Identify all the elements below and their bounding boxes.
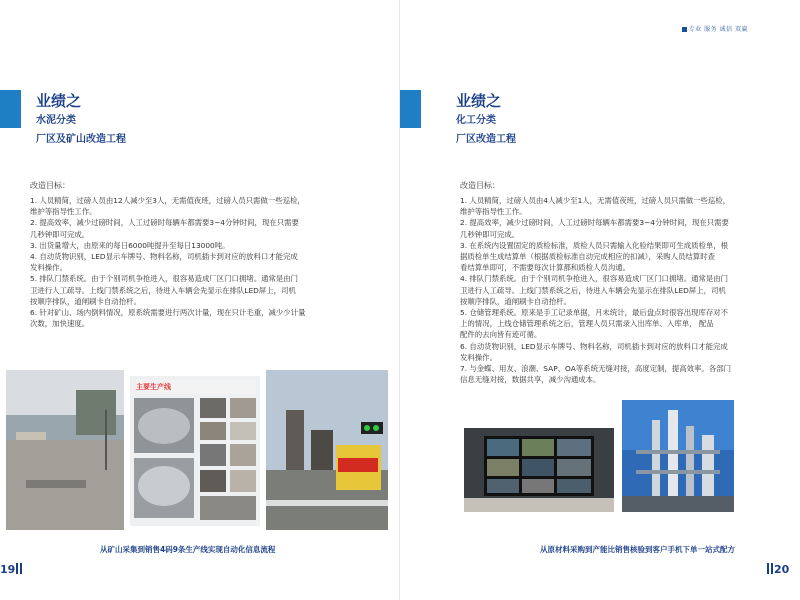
- goal-list: [30, 195, 360, 329]
- page-number-text: 20: [774, 563, 790, 576]
- goal-list: [460, 195, 790, 385]
- list-item: 4. 自动货物识别，LED显示车牌号、物料名称，司机插卡到对应的放料口才能完成: [30, 252, 298, 262]
- page-title: 业绩之: [36, 92, 82, 110]
- category-heading: 化工分类: [456, 115, 496, 126]
- list-item: 几秒钟即可完成。: [30, 229, 90, 239]
- control-room-photo: [464, 428, 614, 512]
- goal-label: 改造目标：: [30, 181, 70, 190]
- list-item: 2. 提高效率，减少过磅时间，人工过磅时每辆车都需要3~4分钟时间，现在只需要: [30, 218, 299, 228]
- photo-caption: 从矿山采集到销售4码9条生产线实现自动化信息流程: [100, 545, 276, 554]
- list-item: 卫进行人工疏导。上线门禁系统之后，待进入车辆会先显示在排队LED屏上，司机: [30, 285, 296, 295]
- list-item: 配件的去向皆有迹可循。: [460, 330, 542, 340]
- production-line-collage: [130, 376, 260, 526]
- list-item: 据质检单生成结算单（根据质检标准自动完成相应的扣减），采购人员结算时查: [460, 252, 715, 262]
- list-item: 2. 提高效率，减少过磅时间，人工过磅时每辆车都需要3~4分钟时间，现在只需要: [460, 218, 729, 228]
- project-heading: 厂区及矿山改造工程: [36, 134, 126, 145]
- list-item: 4. 排队门禁系统。由于个别司机争抢进入，很容易造成厂区门口拥堵。通常是由门: [460, 274, 729, 284]
- category-heading: 水泥分类: [36, 115, 76, 126]
- list-item: 维护等指导性工作。: [30, 207, 97, 217]
- page-number: [0, 563, 23, 576]
- plant-gate-photo: [266, 370, 388, 530]
- section-marker: [0, 90, 21, 128]
- list-item: 6. 针对矿山、场内倒料情况，原系统需要进行两次计量，现在只计毛重，减少少计量: [30, 308, 306, 318]
- list-item: 5. 排队门禁系统。由于个别司机争抢进入，很容易造成厂区门口拥堵。通常是由门: [30, 274, 299, 284]
- collage-label: 主要生产线: [136, 380, 256, 394]
- list-item: 发料操作。: [30, 263, 67, 273]
- list-item: 次数，加快速度。: [30, 319, 90, 329]
- list-item: 上的情况，上线仓储管理系统之后，管理人员只需录入出库单、入库单， 配品: [460, 319, 714, 329]
- mine-road-photo: [6, 370, 124, 530]
- page-title: 业绩之: [456, 92, 502, 110]
- page-number-text: 19: [0, 563, 16, 576]
- list-item: 3. 出货量增大，由原来的每日6000吨提升至每日13000吨。: [30, 240, 230, 250]
- tagline-text: 专业 服务 诚信 双赢: [688, 26, 748, 33]
- section-marker: [400, 90, 421, 128]
- list-item: 1. 人员精简，过磅人员由4人减少至1人，无需值夜班，过磅人员只需做一些巡检，: [460, 196, 731, 205]
- right-page: [400, 0, 800, 600]
- list-item: 信息无缝对接，数据共享，减少沟通成本。: [460, 375, 601, 385]
- header-tagline: [682, 24, 748, 33]
- list-item: 按顺序排队，道闸刷卡自动抬杆。: [460, 296, 571, 306]
- chemical-plant-photo: [622, 400, 734, 512]
- list-item: 卫进行人工疏导。上线门禁系统之后，待进入车辆会先显示在排队LED屏上，司机: [460, 285, 726, 295]
- list-item: 看结算单即可，不需要每次计算都和质检人员沟通。: [460, 263, 630, 273]
- list-item: 5. 仓储管理系统。原来是手工记录单据，月末统计，最后盘点时很容出现库存对不: [460, 308, 729, 318]
- list-item: 维护等指导性工作。: [460, 207, 527, 217]
- photo-caption: 从原材料采购到产能比销售核验到客户手机下单一站式配方: [540, 545, 735, 554]
- list-item: 1. 人员精简，过磅人员由12人减少至3人，无需值夜班，过磅人员只需做一些巡检，: [30, 196, 305, 205]
- list-item: 几秒钟即可完成。: [460, 229, 520, 239]
- list-item: 6. 自动货物识别，LED显示车牌号、物料名称，司机插卡到对应的放料口才能完成: [460, 341, 728, 351]
- project-heading: 厂区改造工程: [456, 134, 516, 145]
- tagline-dot-icon: [682, 27, 687, 32]
- list-item: 按顺序排队，道闸刷卡自动抬杆。: [30, 296, 141, 306]
- list-item: 发料操作。: [460, 352, 497, 362]
- page-number: [766, 563, 789, 576]
- list-item: 3. 在系统内设置固定的质检标准，质检人员只需输入化验结果即可生成质检单，根: [460, 240, 729, 250]
- list-item: 7. 与金蝶、用友、浪潮、SAP、OA等系统无缝对接，高度定制，提高效率。各部门: [460, 364, 731, 374]
- goal-label: 改造目标：: [460, 181, 500, 190]
